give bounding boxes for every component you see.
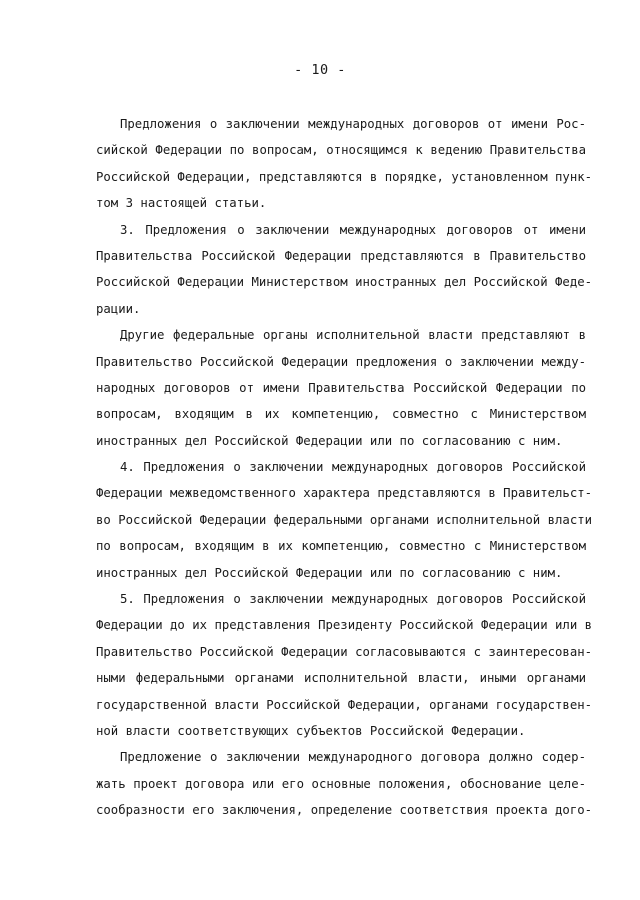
paragraph [96, 586, 593, 744]
text-line: Российской Федерации Министерством иностранных дел Российской Феде- [96, 275, 593, 290]
text-line: Предложение о заключении международного договора должно содер- [120, 750, 586, 765]
text-line: народных договоров от имени Правительства Российской Федерации по [96, 380, 586, 395]
text-line: 3. Предложения о заключении международных договоров от имени [120, 222, 586, 237]
paragraph [96, 217, 593, 323]
text-line: ными федеральными органами исполнительной власти, иными органами [96, 671, 586, 686]
paragraph [96, 322, 586, 454]
text-line: государственной власти Российской Федерации, органами государствен- [96, 697, 593, 712]
text-line: Федерации до их представления Президенту Российской Федерации или в [96, 618, 593, 633]
text-line: Правительства Российской Федерации представляются в Правительство [96, 248, 586, 263]
text-line: ной власти соответствующих субъектов Российской Федерации. [96, 723, 526, 738]
text-line: Правительство Российской Федерации согласовываются с заинтересован- [96, 644, 593, 659]
document-body [96, 111, 593, 824]
paragraph [96, 111, 593, 217]
text-line: сообразности его заключения, определение соответствия проекта дого- [96, 803, 593, 818]
text-line: 5. Предложения о заключении международных договоров Российской [120, 592, 586, 607]
text-line: вопросам, входящим в их компетенцию, совместно с Министерством [96, 407, 586, 422]
text-line: жать проект договора или его основные положения, обоснование целе- [96, 776, 586, 791]
text-line: иностранных дел Российской Федерации или по согласованию с ним. [96, 565, 563, 580]
paragraph [96, 744, 593, 823]
text-line: Правительство Российской Федерации предложения о заключении между- [96, 354, 586, 369]
text-line: 4. Предложения о заключении международных договоров Российской [120, 460, 586, 475]
text-line: по вопросам, входящим в их компетенцию, совместно с Министерством [96, 539, 586, 554]
text-line: иностранных дел Российской Федерации или по согласованию с ним. [96, 433, 563, 448]
text-line: во Российской Федерации федеральными органами исполнительной власти [96, 512, 593, 527]
text-line: Федерации межведомственного характера представляются в Правительст- [96, 486, 593, 501]
text-line: том 3 настоящей статьи. [96, 196, 267, 211]
text-line: Российской Федерации, представляются в порядке, установленном пунк- [96, 169, 593, 184]
text-line: сийской Федерации по вопросам, относящимся к ведению Правительства [96, 143, 586, 158]
page-number: - 10 - [294, 62, 346, 78]
text-line: рации. [96, 301, 141, 316]
text-line: Предложения о заключении международных договоров от имени Рос- [120, 117, 586, 131]
text-line: Другие федеральные органы исполнительной власти представляют в [120, 328, 586, 343]
paragraph [96, 454, 593, 586]
